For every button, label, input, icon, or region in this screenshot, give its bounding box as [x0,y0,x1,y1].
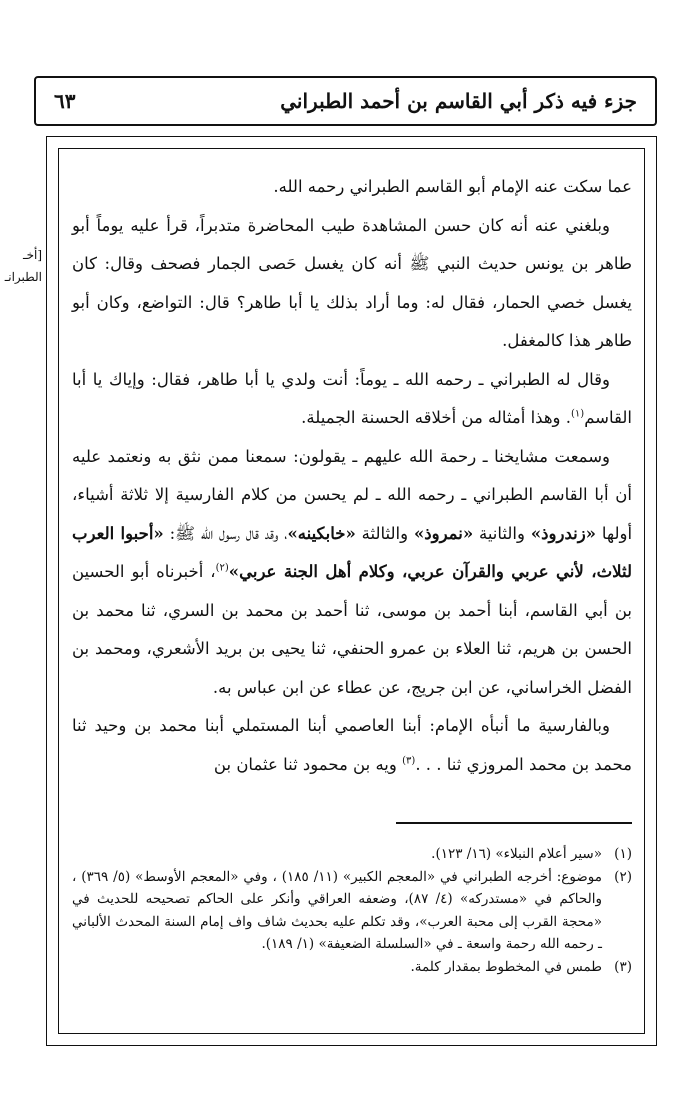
paragraph-4-text-d: ، وقد قال رسول الله ﷺ: [169,523,288,543]
persian-word-3: «خابكينه» [287,523,356,543]
footnote-number: (٢) [614,868,632,885]
footnote-2 [72,866,632,956]
footnote-text: «سير أعلام النبلاء» (١٦/ ١٢٣). [431,846,602,862]
paragraph-4-text-a: وسمعت مشايخنا ـ رحمة الله عليهم ـ يقولون: سمعنا ممن نثق به ونعتمد عليه أن أبا القاسم الطبراني ـ رحمه الله ـ لم يحسن من كلام الفارسية إلا ثلاثة أشياء، أولها [72,446,633,543]
paragraph-2: وبلغني عنه أنه كان حسن المشاهدة طيب المحاضرة متدبراً، قرأ عليه يوماً أبو طاهر بن يونس حديث النبي ﷺ أنه كان يغسل حَصى الجمار فصحف وقال: كان يغسل خصي الحمار، فقال له: وما أراد بذلك يا أبا طاهر؟ قال: التواضع، وكان أبو طاهر هذا كالمغفل. [72,215,632,350]
footnotes [72,843,632,978]
paragraph-5 [72,707,632,784]
footnote-ref-1: (١) [571,408,585,420]
paragraph-4 [72,438,632,708]
margin-note-line1: [أخـ [23,248,42,262]
paragraph-4-text-c: والثالثة [361,523,409,543]
paragraph-4-text-e: ، أخبرناه أبو الحسين بن أبي القاسم، أبنا أحمد بن موسى، ثنا أحمد بن محمد بن السري، ثنا محمد بن الحسن بن هريم، ثنا العلاء بن عمرو الحنفي، ثنا يحيى بن بريد الأشعري، ومحمد بن الفضل الخراساني، عن ابن جريج، عن عطاء عن ابن عباس به. [72,562,632,697]
persian-word-1: «زندروذ» [530,523,596,543]
main-text [72,168,632,784]
persian-word-2: «نمروذ» [413,523,474,543]
footnote-ref-2: (٢) [215,562,229,574]
paragraph-1: عما سكت عنه الإمام أبو القاسم الطبراني رحمه الله. [273,177,632,196]
footnote-number: (٣) [614,958,632,975]
paragraph-5-text-b: ويه بن محمود ثنا عثمان بن [213,754,397,774]
footnote-separator [396,822,632,824]
paragraph-3-text-b: . وهذا أمثاله من أخلاقه الحسنة الجميلة. [301,408,572,427]
paragraph-4-text-b: والثانية [478,523,525,543]
margin-note [0,244,42,288]
footnote-ref-3: (٣) [402,755,416,766]
margin-note-line2: الطبرانـ [4,270,42,284]
footnote-number: (١) [614,846,632,862]
paragraph-3 [72,361,632,438]
paragraph-5-text-a: وبالفارسية ما أنبأه الإمام: أبنا العاصمي أبنا المستملي أبنا محمد بن وحيد ثنا محمد بن محمد المروزي ثنا . . . [72,716,632,774]
page-header [34,76,657,126]
footnote-text: طمس في المخطوط بمقدار كلمة. [410,958,602,975]
footnote-1 [72,843,632,866]
paragraph-3-text-a: وقال له الطبراني ـ رحمه الله ـ يوماً: أنت ولدي يا أبا طاهر، فقال: وإياك يا أبا القاسم [72,369,632,427]
running-title: جزء فيه ذكر أبي القاسم بن أحمد الطبراني [280,89,637,113]
hadith-text: «أحبوا العرب لثلاث، لأني عربي والقرآن عربي، وكلام أهل الجنة عربي» [72,523,632,581]
footnote-3 [72,956,632,979]
page-number: ٦٣ [54,89,76,113]
footnote-text: موضوع: أخرجه الطبراني في «المعجم الكبير» (١١/ ١٨٥) ، وفي «المعجم الأوسط» (٥/ ٣٦٩) ، والحاكم في «مستدركه» (٤/ ٨٧)، وضعفه العراقي وأنكر على الحاكم تصحيحه للحديث في «محجة القرب إلى محبة العرب»، وقد تكلم عليه بحديث شاف واف إمام السنة المحدث الألباني ـ رحمه الله رحمة واسعة ـ في «السلسلة الضعيفة» (١/ ١٨٩). [72,868,602,952]
